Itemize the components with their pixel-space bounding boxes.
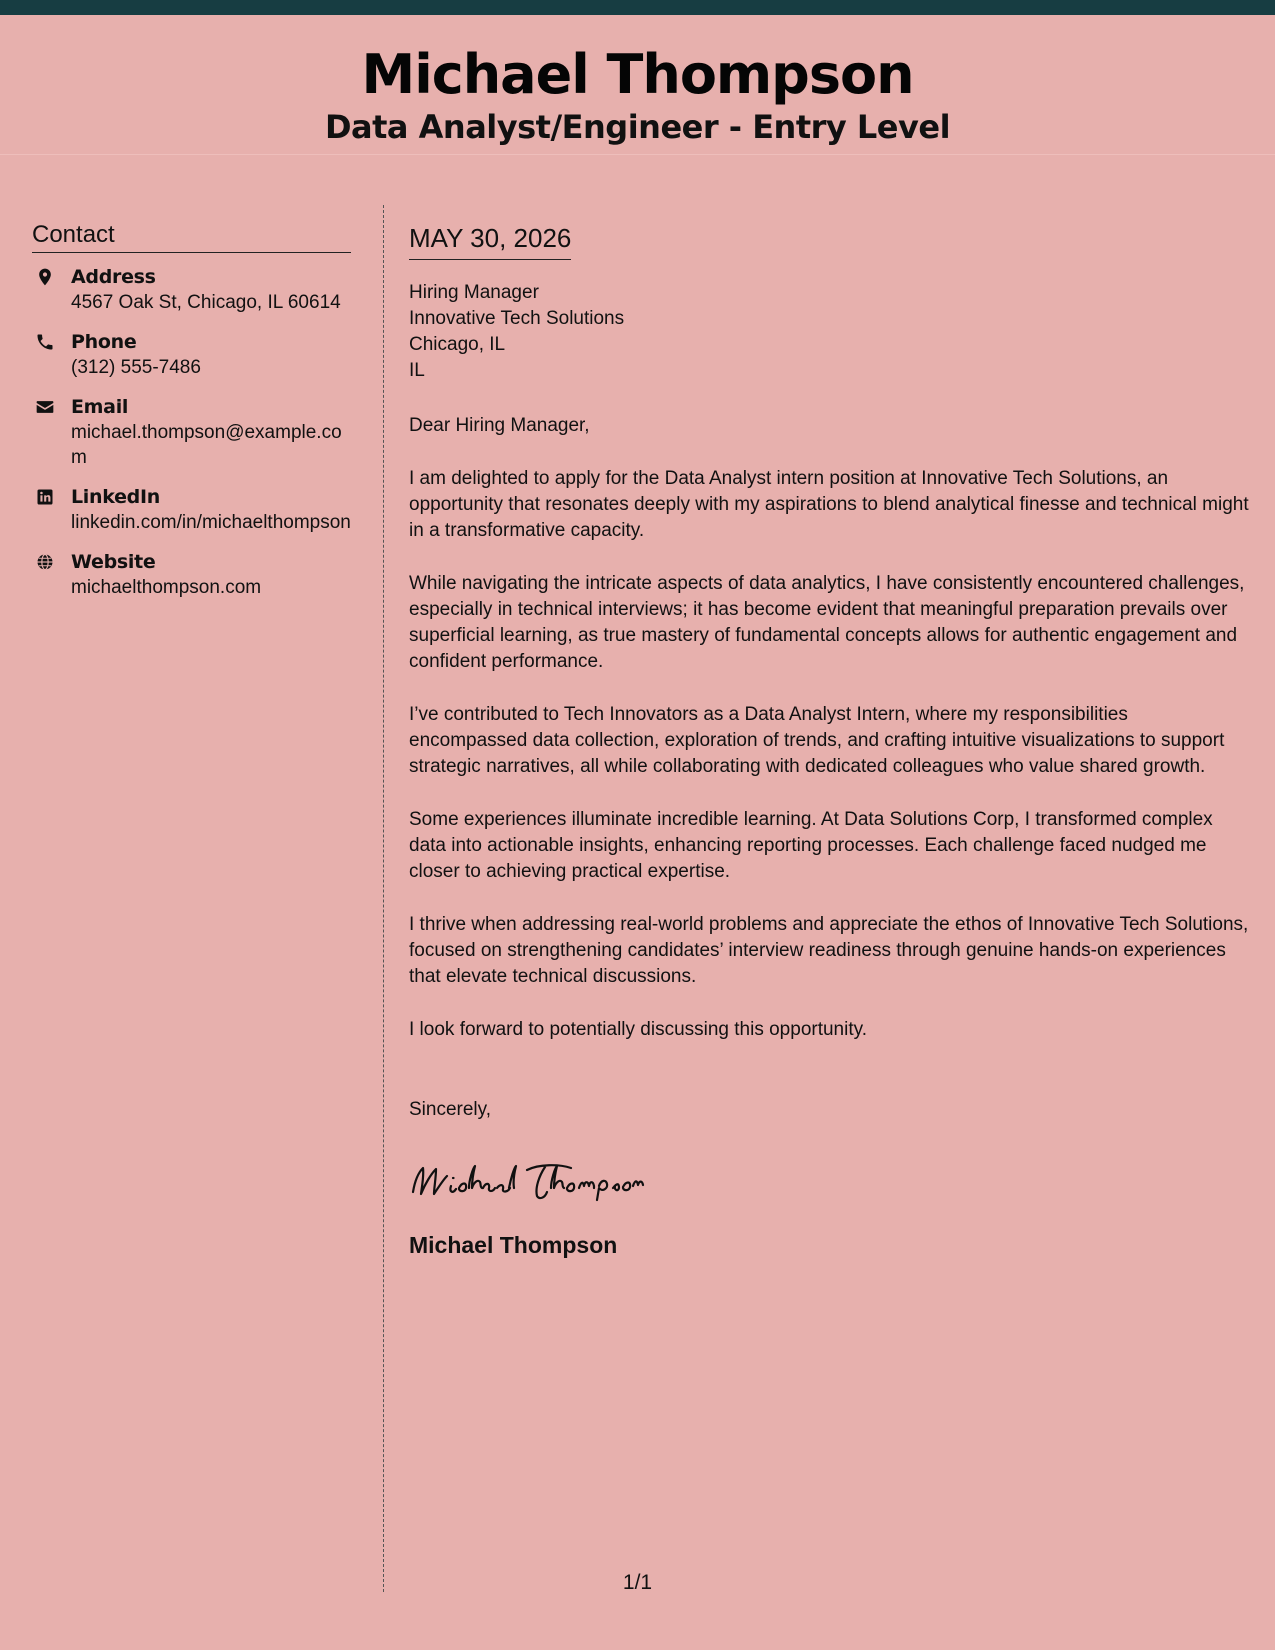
paragraph: I’ve contributed to Tech Innovators as a Data Analyst Intern, where my responsibilities encompassed data collection, exploration of trends, and crafting intuitive visualizations to support strategic narratives, all while collaborating with dedicated colleagues who value shared growth. bbox=[409, 704, 1225, 777]
phone-icon bbox=[35, 332, 55, 352]
phone-value: (312) 555-7486 bbox=[71, 357, 201, 378]
applicant-name: Michael Thompson bbox=[361, 43, 914, 106]
recipient-line: Chicago, IL bbox=[409, 334, 506, 355]
paragraph: I look forward to potentially discussing this opportunity. bbox=[409, 1019, 867, 1040]
column-divider bbox=[383, 205, 384, 1592]
contact-label: LinkedIn bbox=[71, 486, 160, 508]
greeting: Dear Hiring Manager, bbox=[409, 415, 590, 436]
letter-date: MAY 30, 2026 bbox=[409, 222, 571, 260]
linkedin-icon bbox=[35, 487, 55, 507]
recipient-line: Innovative Tech Solutions bbox=[409, 308, 625, 329]
email-value[interactable]: michael.thompson@example.com bbox=[71, 422, 342, 468]
page-number: 1/1 bbox=[622, 1571, 653, 1594]
sidebar bbox=[32, 220, 351, 615]
linkedin-value[interactable]: linkedin.com/in/michaelthompson bbox=[71, 512, 351, 533]
contact-list bbox=[32, 265, 351, 600]
contact-label: Address bbox=[71, 266, 156, 288]
contact-item-website bbox=[32, 550, 351, 600]
contact-item-phone bbox=[32, 330, 351, 380]
applicant-title: Data Analyst/Engineer - Entry Level bbox=[324, 108, 951, 146]
header bbox=[0, 15, 1275, 155]
recipient-line: Hiring Manager bbox=[409, 282, 539, 303]
map-pin-icon bbox=[35, 267, 55, 287]
paragraph: I am delighted to apply for the Data Analyst intern position at Innovative Tech Solutions, an opportunity that resonates deeply with my aspirations to blend analytical finesse and technical might in a transformative capacity. bbox=[409, 468, 1249, 541]
paragraph: Some experiences illuminate incredible learning. At Data Solutions Corp, I transformed complex data into actionable insights, enhancing reporting processes. Each challenge faced nudged me closer to achieving practical expertise. bbox=[409, 809, 1213, 882]
recipient-block bbox=[409, 280, 1251, 384]
website-value[interactable]: michaelthompson.com bbox=[71, 577, 262, 598]
contact-item-address bbox=[32, 265, 351, 315]
contact-label: Email bbox=[71, 396, 129, 418]
address-value: 4567 Oak St, Chicago, IL 60614 bbox=[71, 292, 341, 313]
contact-item-linkedin bbox=[32, 485, 351, 535]
contact-label: Website bbox=[71, 551, 156, 573]
letter-body bbox=[409, 222, 1251, 1260]
recipient-line: IL bbox=[409, 360, 425, 381]
contact-heading: Contact bbox=[32, 220, 351, 253]
signature bbox=[409, 1156, 1251, 1206]
paragraph: While navigating the intricate aspects of data analytics, I have consistently encountered challenges, especially in technical interviews; it has become evident that meaningful preparation prevails over superficial learning, as true mastery of fundamental concepts allows for authentic engagement and confident performance. bbox=[409, 573, 1245, 672]
envelope-icon bbox=[35, 397, 55, 417]
closing: Sincerely, bbox=[409, 1099, 492, 1120]
globe-icon bbox=[35, 552, 55, 572]
contact-label: Phone bbox=[71, 331, 137, 353]
contact-item-email bbox=[32, 395, 351, 470]
paragraph: I thrive when addressing real-world problems and appreciate the ethos of Innovative Tech Solutions, focused on strengthening candidates’ interview readiness through genuine hands-on experiences that elevate technical discussions. bbox=[409, 914, 1249, 987]
signer-name: Michael Thompson bbox=[409, 1232, 618, 1258]
top-bar bbox=[0, 0, 1275, 15]
